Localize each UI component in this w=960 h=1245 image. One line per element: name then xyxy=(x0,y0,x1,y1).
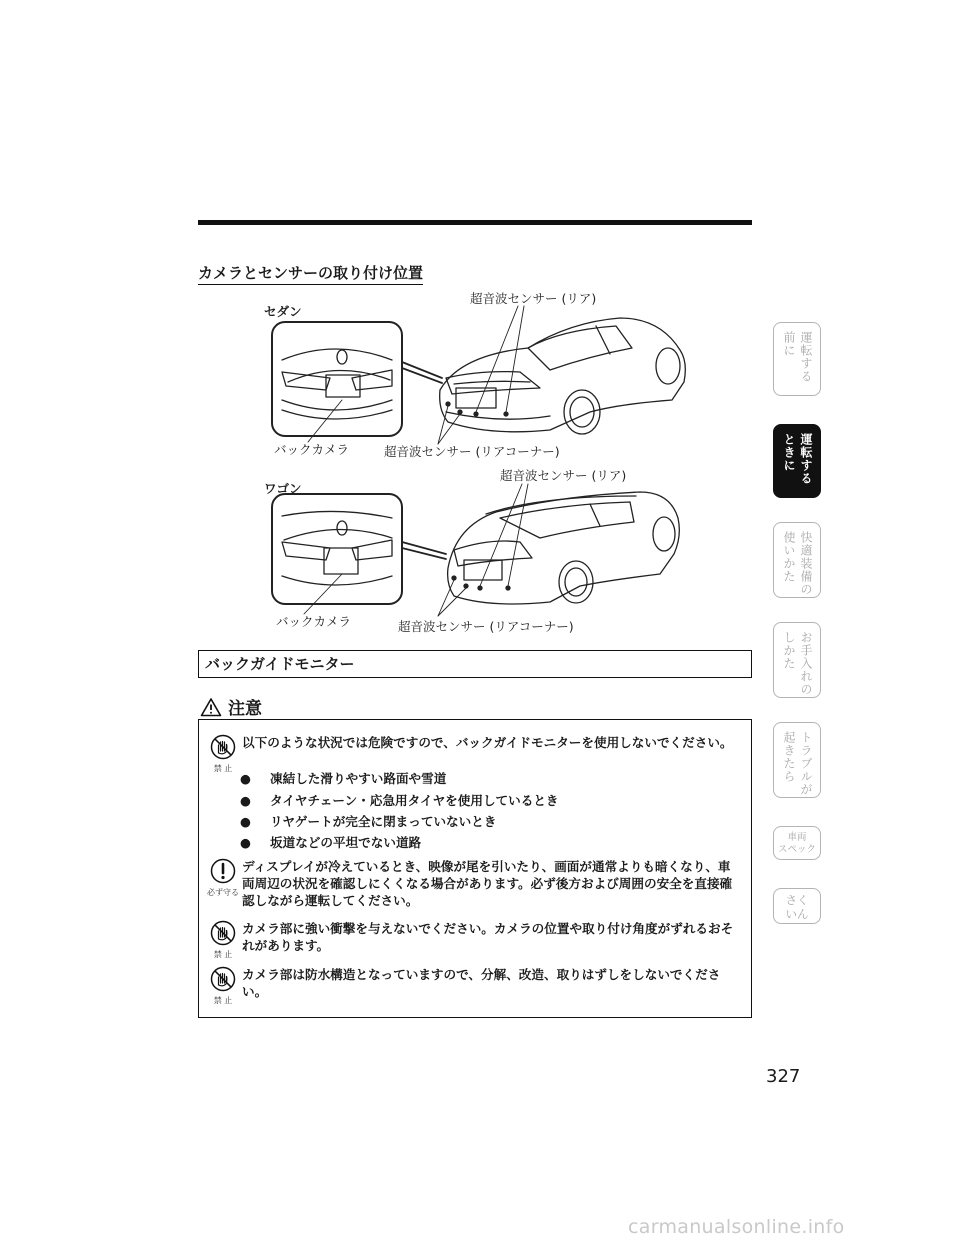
side-tab-line: 運転する xyxy=(799,433,813,485)
caution-bullet-text: 坂道などの平坦でない道路 xyxy=(270,835,422,850)
caution-item-3-text: カメラ部に強い衝撃を与えないでください。カメラの位置や取り付け角度がずれるおそれがあります。 xyxy=(242,921,734,953)
prohibited-caption: 禁 止 xyxy=(213,764,233,773)
sedan-label: セダン xyxy=(264,304,302,319)
top-rule xyxy=(198,220,752,225)
side-tab-before-driving[interactable] xyxy=(773,322,821,396)
side-tab-line: 快適装備の xyxy=(799,531,813,596)
sedan-car xyxy=(440,318,686,434)
side-tab-line: ときに xyxy=(782,433,796,472)
caution-bullet: ● 凍結した滑りやすい路面や雪道 xyxy=(240,771,447,786)
sedan-back-camera-label: バックカメラ xyxy=(274,442,350,457)
side-tab-line: 使いかた xyxy=(782,531,796,583)
wagon-car xyxy=(448,492,680,604)
caution-bullet: ● 坂道などの平坦でない道路 xyxy=(240,835,422,850)
wagon-back-camera-label: バックカメラ xyxy=(276,614,352,629)
prohibited-caption: 禁 止 xyxy=(213,996,233,1005)
wagon-sensor-corner-label: 超音波センサー (リアコーナー) xyxy=(398,619,574,634)
watermark: carmanualsonline.info xyxy=(628,1216,845,1238)
wagon-figure xyxy=(260,478,700,618)
wagon-sensor-rear-label: 超音波センサー (リア) xyxy=(500,468,627,483)
warning-triangle-icon xyxy=(200,697,222,717)
side-tab-troubleshooting[interactable] xyxy=(773,722,821,798)
caution-bullet-text: 凍結した滑りやすい路面や雪道 xyxy=(270,771,447,786)
wagon-camera-inset xyxy=(272,494,402,604)
mandatory-exclamation-icon xyxy=(210,858,236,884)
subheader-back-guide-monitor: バックガイドモニター xyxy=(198,650,752,678)
caution-item-3-icon xyxy=(206,920,240,960)
section-title: カメラとセンサーの取り付け位置 xyxy=(198,262,423,285)
caution-title: 注意 xyxy=(228,699,262,719)
prohibited-caption: 禁 止 xyxy=(213,950,233,959)
side-tab-maintenance[interactable] xyxy=(773,622,821,698)
caution-bullet: ● タイヤチェーン・応急用タイヤを使用しているとき xyxy=(240,793,559,808)
side-tab-index[interactable] xyxy=(773,888,821,924)
side-tab-line: さく xyxy=(785,893,809,907)
side-tab-line: 起きたら xyxy=(782,731,796,783)
caution-bullet-text: リヤゲートが完全に閉まっていないとき xyxy=(270,814,497,829)
wagon-label: ワゴン xyxy=(264,481,302,496)
prohibited-hand-icon xyxy=(210,966,236,992)
side-tab-while-driving[interactable] xyxy=(773,424,821,498)
side-tab-comfort-equipment[interactable] xyxy=(773,522,821,598)
side-tab-line: 車両 xyxy=(787,832,807,843)
side-tab-line: しかた xyxy=(782,631,796,670)
side-tab-line: いん xyxy=(785,907,809,921)
sedan-figure xyxy=(260,300,700,450)
side-tab-line: 運転する xyxy=(799,331,813,383)
side-tab-line: トラブルが xyxy=(799,731,813,796)
caution-heading xyxy=(200,694,262,719)
side-tab-line: お手入れの xyxy=(799,631,813,696)
side-tab-line: 前に xyxy=(782,331,796,357)
caution-item-4-text: カメラ部は防水構造となっていますので、分解、改造、取りはずしをしないでください。 xyxy=(242,967,721,999)
caution-bullet-text: タイヤチェーン・応急用タイヤを使用しているとき xyxy=(270,793,559,808)
sedan-sensor-corner-label: 超音波センサー (リアコーナー) xyxy=(384,444,560,459)
side-tab-line: スペック xyxy=(777,844,816,855)
page-number: 327 xyxy=(766,1066,801,1087)
caution-item-1-text: 以下のような状況では危険ですので、バックガイドモニターを使用しないでください。 xyxy=(242,735,733,750)
caution-item-2-icon xyxy=(206,858,240,898)
caution-item-2-text: ディスプレイが冷えているとき、映像が尾を引いたり、画面が通常よりも暗くなり、車両周辺の状況を確認しにくくなる場合があります。必ず後方および周囲の安全を直接確認しながら運転してください。 xyxy=(242,859,733,908)
mandatory-caption: 必ず守る xyxy=(207,888,239,897)
sedan-camera-inset xyxy=(272,322,402,436)
prohibited-hand-icon xyxy=(210,734,236,760)
caution-item-4-icon xyxy=(206,966,240,1006)
caution-bullet: ● リヤゲートが完全に閉まっていないとき xyxy=(240,814,497,829)
side-tab-specifications[interactable] xyxy=(773,826,821,860)
prohibited-hand-icon xyxy=(210,920,236,946)
caution-item-1-icon xyxy=(206,734,240,774)
sedan-sensor-rear-label: 超音波センサー (リア) xyxy=(470,291,597,306)
